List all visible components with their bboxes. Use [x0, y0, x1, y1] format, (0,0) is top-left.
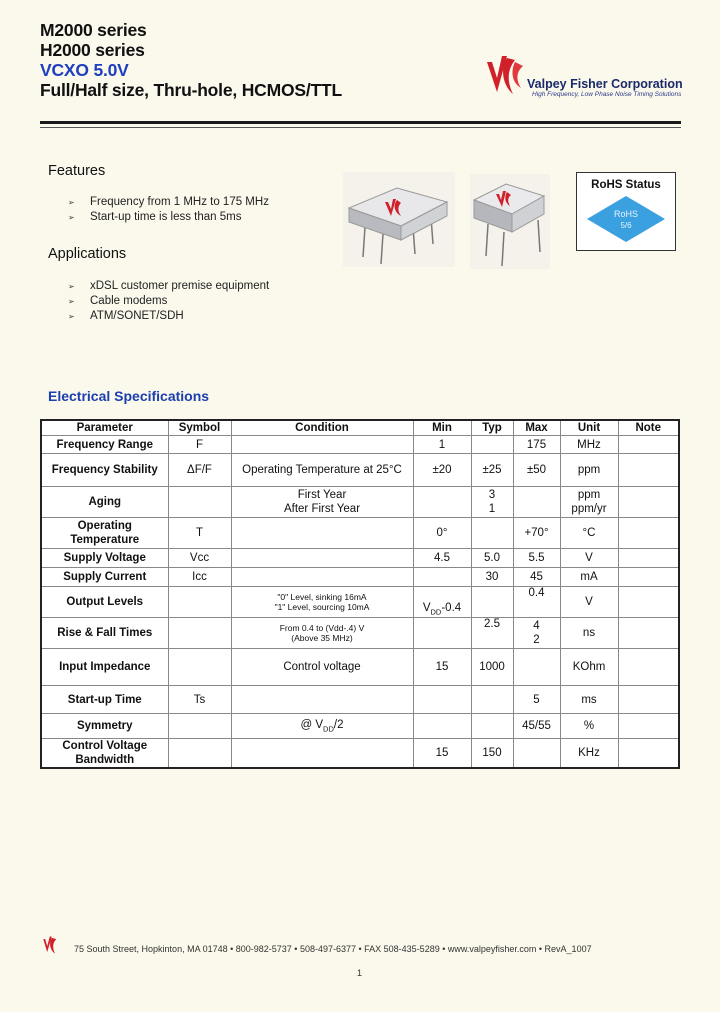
- column-header: Condition: [231, 420, 413, 436]
- symbol-cell: Ts: [168, 686, 231, 714]
- parameter-cell: Supply Voltage: [41, 549, 168, 568]
- column-header: Note: [618, 420, 679, 436]
- condition-cell: Control voltage: [231, 649, 413, 686]
- half-size-oscillator-photo: [470, 174, 550, 269]
- min-cell: 4.5: [413, 549, 471, 568]
- condition-cell: [231, 518, 413, 549]
- typ-cell: [471, 714, 513, 739]
- typ-cell: 150: [471, 739, 513, 769]
- max-cell: 45: [513, 568, 560, 587]
- footer-contact-info: 75 South Street, Hopkinton, MA 01748 • 800-982-5737 • 508-497-6377 • FAX 508-435-5289 • www.valpeyfisher.com • RevA_1007: [74, 944, 592, 954]
- note-cell: [618, 714, 679, 739]
- document-title-block: [40, 20, 342, 100]
- arrow-bullet-icon: ➢: [68, 312, 75, 321]
- symbol-cell: [168, 739, 231, 769]
- company-name: Valpey Fisher Corporation: [527, 77, 683, 91]
- parameter-cell: Start-up Time: [41, 686, 168, 714]
- company-tagline: High Frequency, Low Phase Noise Timing Solutions: [532, 91, 682, 98]
- table-row: [41, 714, 679, 739]
- note-cell: [618, 568, 679, 587]
- typ-cell: 5.0: [471, 549, 513, 568]
- symbol-cell: ΔF/F: [168, 454, 231, 487]
- parameter-cell: Supply Current: [41, 568, 168, 587]
- symbol-cell: [168, 587, 231, 618]
- max-cell: 0.4: [513, 587, 560, 618]
- list-item: ➢ Start-up time is less than 5ms: [68, 211, 242, 223]
- typ-cell: [471, 587, 513, 618]
- max-cell: 175: [513, 436, 560, 454]
- note-cell: [618, 436, 679, 454]
- typ-cell: 2.5: [471, 618, 513, 649]
- min-cell: [413, 568, 471, 587]
- condition-cell: [231, 739, 413, 769]
- symbol-cell: [168, 487, 231, 518]
- min-cell: [413, 487, 471, 518]
- max-cell: [513, 487, 560, 518]
- table-row: [41, 549, 679, 568]
- arrow-bullet-icon: ➢: [68, 213, 75, 222]
- list-item: ➢ ATM/SONET/SDH: [68, 310, 184, 322]
- rohs-badge-level: 5/6: [620, 221, 632, 230]
- parameter-cell: Operating Temperature: [41, 518, 168, 549]
- unit-cell: mA: [560, 568, 618, 587]
- list-item: ➢ xDSL customer premise equipment: [68, 280, 270, 292]
- symbol-cell: [168, 618, 231, 649]
- header-divider: [40, 121, 681, 124]
- condition-cell: "0" Level, sinking 16mA "1" Level, sourcing 10mA: [231, 587, 413, 618]
- column-header: Typ: [471, 420, 513, 436]
- unit-cell: ms: [560, 686, 618, 714]
- max-cell: 5: [513, 686, 560, 714]
- full-size-oscillator-photo: [343, 172, 455, 267]
- note-cell: [618, 739, 679, 769]
- max-cell: +70°: [513, 518, 560, 549]
- condition-cell: From 0.4 to (Vdd-.4) V (Above 35 MHz): [231, 618, 413, 649]
- min-cell: [413, 618, 471, 649]
- max-cell: ±50: [513, 454, 560, 487]
- rohs-badge-label: RoHS: [613, 209, 639, 219]
- footer-logo-icon: [42, 935, 68, 955]
- column-header: Min: [413, 420, 471, 436]
- parameter-cell: Control Voltage Bandwidth: [41, 739, 168, 769]
- parameter-cell: Symmetry: [41, 714, 168, 739]
- min-cell: 1: [413, 436, 471, 454]
- condition-cell: [231, 568, 413, 587]
- table-row: [41, 436, 679, 454]
- electrical-specifications-heading: Electrical Specifications: [48, 388, 210, 404]
- min-cell: [413, 714, 471, 739]
- table-row: [41, 568, 679, 587]
- table-row: [41, 618, 679, 649]
- note-cell: [618, 549, 679, 568]
- note-cell: [618, 454, 679, 487]
- min-cell: 0°: [413, 518, 471, 549]
- rohs-status-title: RoHS Status: [591, 179, 661, 191]
- table-row: [41, 454, 679, 487]
- column-header: Unit: [560, 420, 618, 436]
- typ-cell: 1000: [471, 649, 513, 686]
- max-cell: 5.5: [513, 549, 560, 568]
- condition-cell: [231, 686, 413, 714]
- list-item: ➢ Frequency from 1 MHz to 175 MHz: [68, 196, 269, 208]
- min-cell: ±20: [413, 454, 471, 487]
- unit-cell: KHz: [560, 739, 618, 769]
- applications-heading: Applications: [48, 246, 127, 262]
- condition-cell: @ $V_{DD}/2$: [231, 714, 413, 739]
- rohs-badge-icon: [577, 191, 675, 246]
- parameter-cell: Frequency Stability: [41, 454, 168, 487]
- applications-list: [68, 279, 269, 324]
- symbol-cell: Icc: [168, 568, 231, 587]
- max-cell: 45/55: [513, 714, 560, 739]
- arrow-bullet-icon: ➢: [68, 282, 75, 291]
- features-heading: Features: [48, 163, 106, 179]
- series-title-h2000: H2000 series: [40, 40, 145, 60]
- symbol-cell: [168, 649, 231, 686]
- condition-cell: [231, 436, 413, 454]
- table-header-row: [41, 420, 679, 436]
- header-divider-thin: [40, 127, 681, 128]
- product-description-title: Full/Half size, Thru-hole, HCMOS/TTL: [40, 80, 342, 100]
- note-cell: [618, 587, 679, 618]
- column-header: Max: [513, 420, 560, 436]
- condition-cell: Operating Temperature at 25°C: [231, 454, 413, 487]
- condition-cell: First Year After First Year: [231, 487, 413, 518]
- typ-cell: [471, 436, 513, 454]
- page-number: 1: [357, 968, 363, 978]
- typ-cell: [471, 518, 513, 549]
- min-cell: 15: [413, 739, 471, 769]
- unit-cell: ppm: [560, 454, 618, 487]
- max-cell: [513, 649, 560, 686]
- condition-cell: [231, 549, 413, 568]
- table-row: [41, 518, 679, 549]
- unit-cell: MHz: [560, 436, 618, 454]
- parameter-cell: Frequency Range: [41, 436, 168, 454]
- unit-cell: ns: [560, 618, 618, 649]
- note-cell: [618, 487, 679, 518]
- rohs-status-box: [576, 172, 676, 251]
- parameter-cell: Output Levels: [41, 587, 168, 618]
- min-cell: $V_{DD}-0.4$: [413, 587, 471, 618]
- table-row: [41, 587, 679, 618]
- list-item: ➢ Cable modems: [68, 295, 168, 307]
- series-title-m2000: M2000 series: [40, 20, 147, 40]
- note-cell: [618, 618, 679, 649]
- typ-cell: ±25: [471, 454, 513, 487]
- table-row: [41, 739, 679, 769]
- symbol-cell: T: [168, 518, 231, 549]
- symbol-cell: [168, 714, 231, 739]
- table-row: [41, 649, 679, 686]
- arrow-bullet-icon: ➢: [68, 198, 75, 207]
- unit-cell: %: [560, 714, 618, 739]
- unit-cell: °C: [560, 518, 618, 549]
- symbol-cell: F: [168, 436, 231, 454]
- arrow-bullet-icon: ➢: [68, 297, 75, 306]
- column-header: Parameter: [41, 420, 168, 436]
- max-cell: [513, 739, 560, 769]
- min-cell: [413, 686, 471, 714]
- typ-cell: [471, 686, 513, 714]
- max-cell: 4 2: [513, 618, 560, 649]
- column-header: Symbol: [168, 420, 231, 436]
- features-list: [68, 195, 269, 225]
- note-cell: [618, 686, 679, 714]
- min-cell: 15: [413, 649, 471, 686]
- note-cell: [618, 518, 679, 549]
- note-cell: [618, 649, 679, 686]
- unit-cell: V: [560, 549, 618, 568]
- typ-cell: 30: [471, 568, 513, 587]
- parameter-cell: Aging: [41, 487, 168, 518]
- symbol-cell: Vcc: [168, 549, 231, 568]
- parameter-cell: Rise & Fall Times: [41, 618, 168, 649]
- unit-cell: ppm ppm/yr: [560, 487, 618, 518]
- table-row: [41, 686, 679, 714]
- typ-cell: 3 1: [471, 487, 513, 518]
- unit-cell: V: [560, 587, 618, 618]
- parameter-cell: Input Impedance: [41, 649, 168, 686]
- electrical-specifications-table: [40, 419, 680, 769]
- unit-cell: KOhm: [560, 649, 618, 686]
- table-row: [41, 487, 679, 518]
- product-type-title: VCXO 5.0V: [40, 60, 129, 80]
